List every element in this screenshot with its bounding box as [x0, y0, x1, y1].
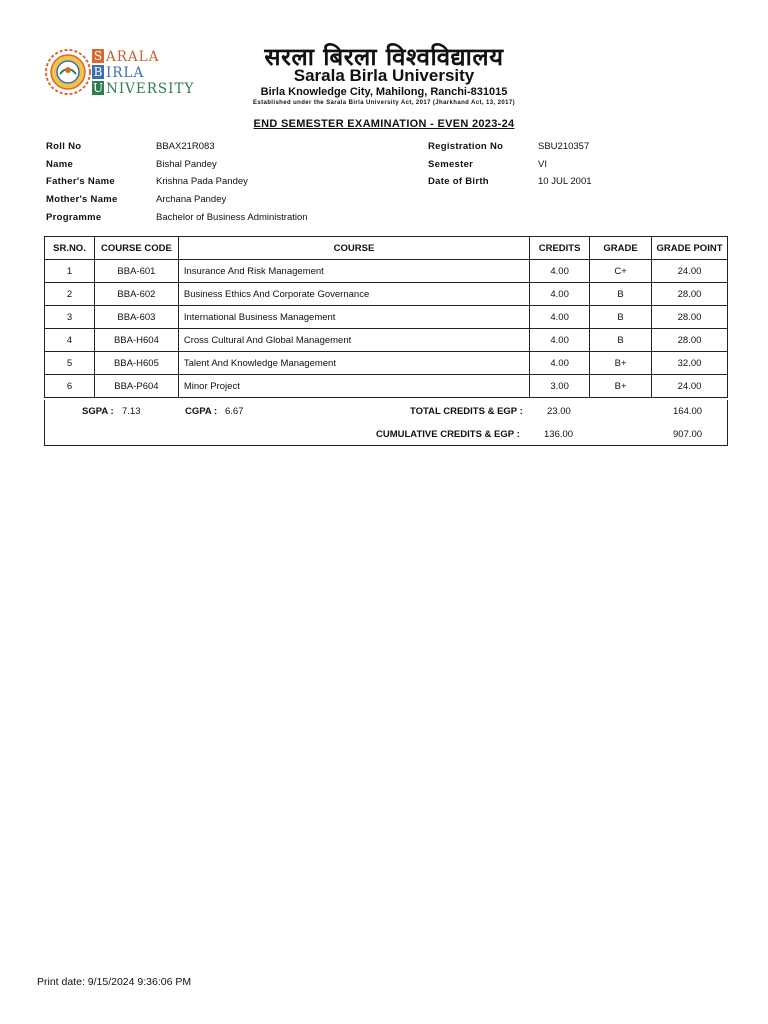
programme-value: Bachelor of Business Administration	[156, 212, 308, 223]
total-credits-egp-label: TOTAL CREDITS & EGP :	[410, 406, 523, 417]
cell-credits: 4.00	[530, 283, 590, 306]
semester-value: VI	[538, 159, 547, 170]
cell-grade-point: 24.00	[652, 375, 728, 398]
programme-label: Programme	[46, 212, 102, 223]
registration-no-label: Registration No	[428, 141, 504, 152]
cell-grade: B+	[590, 352, 652, 375]
dob-value: 10 JUL 2001	[538, 176, 592, 187]
logo-text-birla: IRLA	[106, 65, 145, 81]
cumulative-egp-value: 907.00	[673, 429, 703, 440]
table-row	[45, 283, 728, 306]
name-value: Bishal Pandey	[156, 159, 217, 170]
header-course: COURSE	[178, 237, 529, 260]
cell-sr-no: 3	[45, 306, 95, 329]
cell-grade-point: 32.00	[652, 352, 728, 375]
table-row	[45, 260, 728, 283]
cell-sr-no: 6	[45, 375, 95, 398]
cell-course-code: BBA-P604	[94, 375, 178, 398]
logo-cap-b: B	[93, 65, 103, 79]
establishment-note: Established under the Sarala Birla University Act, 2017 (Jharkhand Act, 13, 2017)	[252, 100, 516, 106]
exam-title: END SEMESTER EXAMINATION - EVEN 2023-24	[253, 118, 515, 130]
table-header-row	[45, 237, 728, 260]
cell-sr-no: 4	[45, 329, 95, 352]
table-row	[45, 306, 728, 329]
cell-sr-no: 2	[45, 283, 95, 306]
roll-no-value: BBAX21R083	[156, 141, 215, 152]
cell-grade-point: 28.00	[652, 306, 728, 329]
cell-credits: 4.00	[530, 260, 590, 283]
header-grade-point: GRADE POINT	[652, 237, 728, 260]
mother-name-value: Archana Pandey	[156, 194, 227, 205]
cumulative-credits-egp-label: CUMULATIVE CREDITS & EGP :	[376, 429, 520, 440]
total-credits-value: 23.00	[547, 406, 571, 417]
cgpa-value: 6.67	[225, 406, 244, 417]
cell-course: Talent And Knowledge Management	[178, 352, 529, 375]
sgpa-value: 7.13	[122, 406, 141, 417]
cumulative-credits-value: 136.00	[544, 429, 574, 440]
semester-label: Semester	[428, 159, 474, 170]
header-sr-no: SR.NO.	[45, 237, 95, 260]
sgpa-label: SGPA :	[82, 406, 114, 417]
cell-course-code: BBA-H604	[94, 329, 178, 352]
table-row	[45, 375, 728, 398]
father-name-label: Father's Name	[46, 176, 115, 187]
cell-course-code: BBA-602	[94, 283, 178, 306]
logo-text-sarala: ARALA	[106, 49, 160, 65]
logo-text-university: NIVERSITY	[106, 81, 195, 97]
cell-grade: B	[590, 306, 652, 329]
header-credits: CREDITS	[530, 237, 590, 260]
cell-grade-point: 28.00	[652, 283, 728, 306]
cell-grade: C+	[590, 260, 652, 283]
cell-credits: 4.00	[530, 329, 590, 352]
table-row	[45, 352, 728, 375]
cell-credits: 3.00	[530, 375, 590, 398]
total-egp-value: 164.00	[673, 406, 703, 417]
cell-grade: B+	[590, 375, 652, 398]
marks-table	[44, 236, 728, 398]
father-name-value: Krishna Pada Pandey	[156, 176, 248, 187]
cell-grade-point: 28.00	[652, 329, 728, 352]
cell-credits: 4.00	[530, 306, 590, 329]
logo-cap-s: S	[93, 49, 103, 63]
cell-course: Cross Cultural And Global Management	[178, 329, 529, 352]
university-address: Birla Knowledge City, Mahilong, Ranchi-831015	[260, 86, 508, 98]
cgpa-label: CGPA :	[185, 406, 218, 417]
cell-course-code: BBA-H605	[94, 352, 178, 375]
cell-course: Business Ethics And Corporate Governance	[178, 283, 529, 306]
print-date: Print date: 9/15/2024 9:36:06 PM	[37, 976, 192, 988]
registration-no-value: SBU210357	[538, 141, 590, 152]
cell-grade: B	[590, 329, 652, 352]
cell-sr-no: 1	[45, 260, 95, 283]
logo-cap-u: U	[92, 81, 104, 95]
roll-no-label: Roll No	[46, 141, 82, 152]
cell-credits: 4.00	[530, 352, 590, 375]
cell-grade: B	[590, 283, 652, 306]
name-label: Name	[46, 159, 74, 170]
result-summary	[44, 400, 728, 446]
dob-label: Date of Birth	[428, 176, 489, 187]
cell-course-code: BBA-601	[94, 260, 178, 283]
cell-course-code: BBA-603	[94, 306, 178, 329]
cell-sr-no: 5	[45, 352, 95, 375]
table-row	[45, 329, 728, 352]
header-course-code: COURSE CODE	[94, 237, 178, 260]
cell-course: Insurance And Risk Management	[178, 260, 529, 283]
university-name: Sarala Birla University	[293, 66, 475, 85]
cell-course: Minor Project	[178, 375, 529, 398]
hindi-university-name: सरला बिरला विश्वविद्यालय	[264, 43, 504, 71]
mother-name-label: Mother's Name	[46, 194, 118, 205]
cell-course: International Business Management	[178, 306, 529, 329]
header-grade: GRADE	[590, 237, 652, 260]
cell-grade-point: 24.00	[652, 260, 728, 283]
